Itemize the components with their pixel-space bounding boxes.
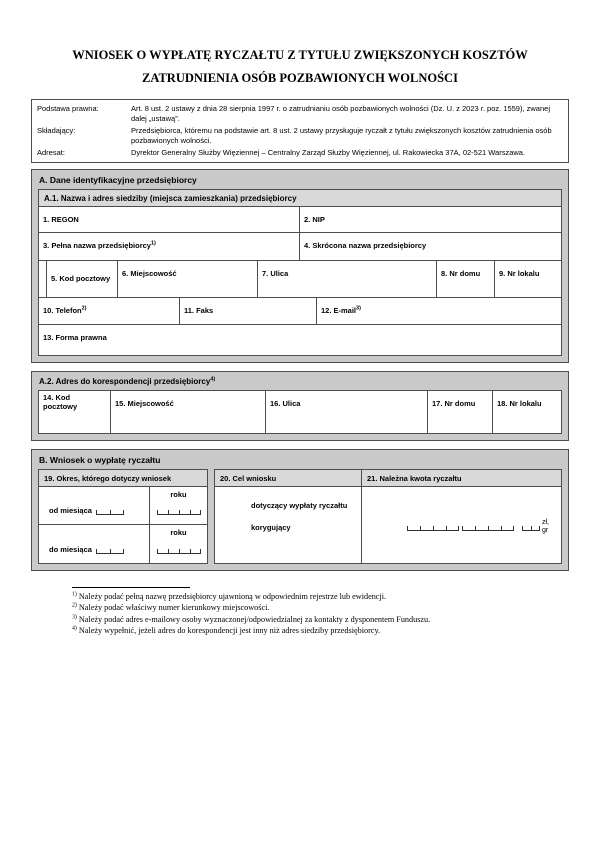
period-to-year-label: roku	[170, 527, 187, 537]
purpose-option-payment[interactable]: dotyczący wypłaty ryczałtu	[251, 500, 348, 510]
footnote-3-text: Należy podać adres e-mailowy osoby wyznaczonej/odpowiedzialnej za kontakty z dysponentem Funduszu.	[78, 614, 431, 624]
section-a2	[31, 371, 569, 441]
purpose-amount-body	[215, 487, 561, 563]
field-phone[interactable]	[39, 298, 180, 324]
field-mailing-postal-code[interactable]	[39, 391, 111, 433]
field-postal-code[interactable]	[46, 261, 118, 297]
footnote-2-text: Należy podać właściwy numer kierunkowy miejscowości.	[78, 603, 270, 612]
row-regon-nip	[39, 207, 561, 233]
field-mailing-apartment-number[interactable]	[493, 391, 561, 433]
footnote-3	[72, 614, 569, 626]
period-from-year	[150, 487, 207, 524]
footnote-ref-4: 4)	[210, 375, 216, 382]
section-b	[31, 449, 569, 571]
row-legal-form	[39, 325, 561, 355]
field-street[interactable]	[258, 261, 437, 297]
period-from-year-input[interactable]	[157, 510, 201, 515]
meta-text: Przedsiębiorca, któremu na podstawie art. 8 ust. 2 ustawy przysługuje ryczałt z tytułu zwiększonych kosztów zatrudnienia osób pozbawionych wolności.	[131, 126, 552, 145]
meta-row-addressee	[32, 146, 568, 159]
footnotes	[72, 587, 569, 637]
row-company-names	[39, 233, 561, 261]
field-city[interactable]	[118, 261, 258, 297]
form-title-line2: ZATRUDNIENIA OSÓB POZBAWIONYCH WOLNOŚCI	[142, 71, 458, 85]
field-city-label: 6. Miejscowość	[122, 268, 177, 278]
field-mailing-apartment-number-label: 18. Nr lokalu	[497, 398, 542, 408]
footnote-ref-2: 2)	[81, 305, 87, 311]
purpose-option-correction[interactable]: korygujący	[251, 522, 291, 532]
amount-input-group	[407, 518, 549, 534]
field-postal-code-label: 5. Kod pocztowy	[51, 274, 111, 283]
field-nip[interactable]	[300, 207, 561, 232]
field-short-company-name[interactable]	[300, 233, 561, 260]
meta-text: Dyrektor Generalny Służby Więziennej – Centralny Zarząd Służby Więziennej, ul. Rakowiecka 37A, 02-521 Warszawa.	[131, 148, 526, 157]
field-phone-label: 10. Telefon$^{2)}$	[43, 305, 87, 315]
amount-currency-labels	[542, 519, 549, 535]
field-fax-label: 11. Faks	[184, 305, 214, 315]
row-address	[46, 261, 561, 297]
amount-zloty-input-2[interactable]	[462, 526, 514, 531]
purpose-amount-headers	[215, 470, 561, 487]
field-fax[interactable]	[180, 298, 317, 324]
section-a2-title: A.2. Adres do korespondencji przedsiębiorcy$^{4)}$	[39, 375, 216, 386]
period-to-year	[150, 525, 207, 563]
footnote-1	[72, 591, 569, 603]
field-legal-form-label: 13. Forma prawna	[43, 332, 107, 342]
period-to-label: do miesiąca	[49, 544, 92, 554]
field-email-label: 12. E-mail$^{3)}$	[321, 305, 361, 315]
field-mailing-postal-code-label: 14. Kod pocztowy	[43, 392, 78, 411]
field-regon-label: 1. REGON	[43, 214, 79, 224]
footnote-4	[72, 625, 569, 637]
field-mailing-city[interactable]	[111, 391, 266, 433]
footnote-ref-3: 3)	[356, 305, 361, 311]
period-from-month-input[interactable]	[96, 510, 124, 515]
field-apartment-number-label: 9. Nr lokalu	[499, 268, 540, 278]
field-nip-label: 2. NIP	[304, 214, 325, 224]
period-to-month-input[interactable]	[96, 549, 124, 554]
period-from-year-label: roku	[170, 489, 187, 499]
meta-row-legal-basis	[32, 102, 568, 124]
footnote-3-marker: 3)	[72, 613, 77, 620]
meta-label: Składający:	[37, 126, 76, 135]
period-from-label: od miesiąca	[49, 505, 92, 515]
period-from-row	[39, 487, 207, 525]
amount-grosz-input[interactable]	[522, 526, 540, 531]
footnote-1-text: Należy podać pełną nazwę przedsiębiorcy ujawnioną w odpowiednim rejestrze lub ewidencji.	[78, 591, 387, 601]
field-amount-header: 21. Należna kwota ryczałtu	[362, 470, 561, 486]
meta-label: Adresat:	[37, 148, 65, 157]
field-period-box	[38, 469, 208, 564]
section-a-title: A. Dane identyfikacyjne przedsiębiorcy	[39, 174, 197, 185]
field-mailing-house-number[interactable]	[428, 391, 493, 433]
field-short-company-name-label: 4. Skrócona nazwa przedsiębiorcy	[304, 240, 427, 250]
meta-table	[31, 99, 569, 163]
field-apartment-number[interactable]	[495, 261, 561, 297]
section-b-inner	[38, 469, 562, 564]
field-legal-form[interactable]	[39, 325, 561, 355]
field-full-company-name[interactable]	[39, 233, 300, 260]
field-purpose-header: 20. Cel wniosku	[215, 470, 362, 486]
field-period-header: 19. Okres, którego dotyczy wniosek	[39, 470, 207, 487]
field-street-label: 7. Ulica	[262, 268, 289, 278]
period-from	[39, 487, 150, 524]
grosz-label: gr	[542, 526, 549, 534]
field-regon[interactable]	[39, 207, 300, 232]
section-a2-box	[38, 390, 562, 434]
field-mailing-street[interactable]	[266, 391, 428, 433]
zloty-label: zł,	[542, 518, 549, 526]
footnote-1-marker: 1)	[72, 590, 77, 597]
field-mailing-city-label: 15. Miejscowość	[115, 398, 174, 408]
amount-zloty-input-1[interactable]	[407, 526, 459, 531]
period-to-year-input[interactable]	[157, 549, 201, 554]
form-title	[31, 44, 569, 90]
footnote-divider	[72, 587, 190, 588]
meta-row-submitter	[32, 124, 568, 146]
form-title-line1: WNIOSEK O WYPŁATĘ RYCZAŁTU Z TYTUŁU ZWIĘKSZONYCH KOSZTÓW	[72, 48, 528, 62]
field-amount	[362, 487, 561, 563]
period-to	[39, 525, 150, 563]
field-email[interactable]	[317, 298, 561, 324]
footnote-4-marker: 4)	[72, 625, 77, 632]
section-a	[31, 169, 569, 363]
row-contact	[39, 297, 561, 325]
section-b-title: B. Wniosek o wypłatę ryczałtu	[39, 454, 161, 465]
section-a1-box	[38, 189, 562, 356]
field-purpose-amount-box	[214, 469, 562, 564]
field-mailing-street-label: 16. Ulica	[270, 398, 301, 408]
field-house-number-label: 8. Nr domu	[441, 268, 481, 278]
field-full-company-name-label: 3. Pełna nazwa przedsiębiorcy$^{1)}$	[43, 240, 156, 250]
period-to-row	[39, 525, 207, 563]
meta-label: Podstawa prawna:	[37, 104, 99, 113]
row-mailing-address	[39, 391, 561, 433]
field-mailing-house-number-label: 17. Nr domu	[432, 398, 476, 408]
footnote-4-text: Należy wypełnić, jeżeli adres do korespondencji jest inny niż adres siedziby przedsiębiorcy.	[78, 626, 381, 635]
footnote-2-marker: 2)	[72, 602, 77, 609]
meta-text: Art. 8 ust. 2 ustawy z dnia 28 sierpnia 1997 r. o zatrudnianiu osób pozbawionych wolności (Dz. U. z 2023 r. poz. 1559), zwanej dalej „ustawą”.	[131, 104, 550, 123]
field-house-number[interactable]	[437, 261, 495, 297]
field-purpose	[215, 487, 362, 563]
footnote-ref-1: 1)	[150, 240, 156, 246]
section-a1-header: A.1. Nazwa i adres siedziby (miejsca zamieszkania) przedsiębiorcy	[39, 190, 561, 207]
footnote-2	[72, 602, 569, 614]
